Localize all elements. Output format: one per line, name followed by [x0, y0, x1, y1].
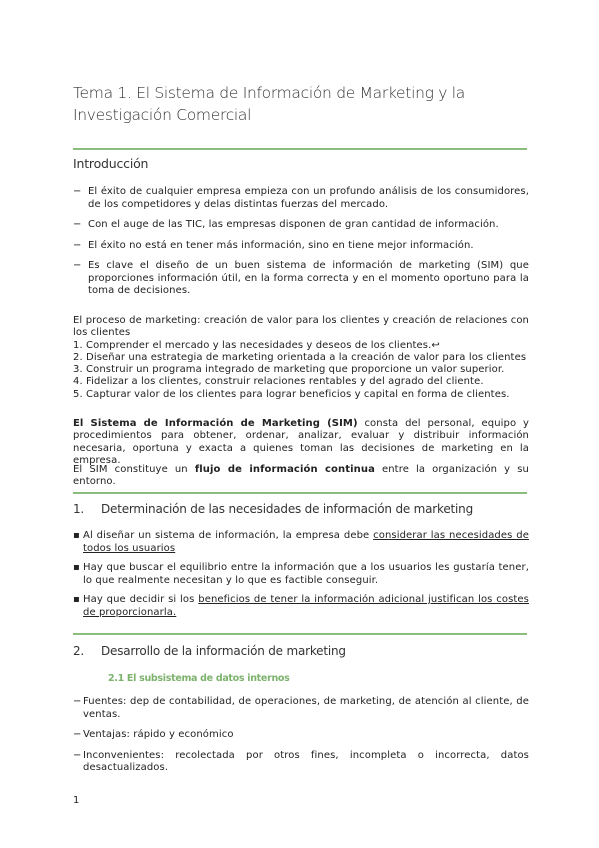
intro-heading: Introducción [73, 156, 149, 171]
list-item: − El éxito no está en tener más información, sino en tiene mejor información. [73, 239, 474, 251]
section-2-list [73, 696, 529, 783]
dash-marker: − [73, 239, 82, 251]
sim-definition: El Sistema de Información de Marketing (SIM) consta del personal, equipo y procedimientos para obtener, ordenar, analizar, evaluar y distribuir información necesaria, oportuna y exacta a quienes toman las decisiones de marketing en la empresa. [73, 418, 529, 466]
list-item: − El éxito de cualquier empresa empieza con un profundo análisis de los consumidores, de los competidores y delas distintas fuerzas del mercado. [73, 186, 529, 210]
section-1-heading: 1. Determinación de las necesidades de información de marketing [73, 502, 474, 516]
section-divider [73, 633, 527, 635]
process-step: 4. Fidelizar a los clientes, construir relaciones rentables y del agrado del cliente. [73, 376, 484, 388]
subsection-heading: 2.1 El subsistema de datos internos [108, 673, 290, 684]
dash-marker: − [73, 219, 82, 230]
intro-list [73, 186, 529, 306]
list-item: − Con el auge de las TIC, las empresas disponen de gran cantidad de información. [73, 219, 499, 230]
list-item: ▪ Hay que decidir si los beneficios de tener la información adicional justifican los costes de proporcionarla. [73, 594, 529, 618]
dash-marker: − [73, 186, 82, 197]
sim-term: El Sistema de Información de Marketing (SIM) [73, 418, 358, 429]
document-title: Tema 1. El Sistema de Información de Marketing y la Investigación Comercial [73, 84, 465, 124]
process-step: 2. Diseñar una estrategia de marketing orientada a la creación de valor para los clientes [73, 351, 527, 363]
process-step: 5. Capturar valor de los clientes para lograr beneficios y capital en forma de clientes. [73, 388, 510, 400]
square-bullet-icon: ▪ [73, 594, 80, 605]
flow-term: flujo de información continua [194, 464, 375, 475]
list-item: ▪ Hay que buscar el equilibrio entre la información que a los usuarios les gustaría tener, lo que realmente necesitan y lo que es factible conseguir. [73, 562, 529, 586]
section-divider [73, 148, 527, 150]
list-item: − Inconvenientes: recolectada por otros fines, incompleta o incorrecta, datos desactualizados. [73, 749, 529, 773]
list-item: − Es clave el diseño de un buen sistema de información de marketing (SIM) que proporciones información útil, en la forma correcta y en el momento oportuno para la toma de decisiones. [73, 260, 529, 296]
square-bullet-icon: ▪ [73, 562, 80, 573]
section-2-heading: 2. Desarrollo de la información de marketing [73, 644, 346, 658]
page-number: 1 [73, 795, 80, 806]
dash-marker: − [73, 260, 82, 271]
marketing-process [73, 315, 529, 401]
sim-flow: El SIM constituye un flujo de información continua entre la organización y su entorno. [73, 464, 529, 488]
process-lead: El proceso de marketing: creación de valor para los clientes y creación de relaciones con los clientes [73, 315, 529, 339]
dash-marker: − [73, 749, 82, 761]
list-item: ▪ Al diseñar un sistema de información, la empresa debe considerar las necesidades de todos los usuarios [73, 530, 529, 554]
section-divider [73, 492, 527, 494]
list-item: − Fuentes: dep de contabilidad, de operaciones, de marketing, de atención al cliente, de ventas. [73, 696, 529, 720]
list-item: − Ventajas: rápido y económico [73, 729, 234, 740]
dash-marker: − [73, 696, 82, 707]
process-step: 1. Comprender el mercado y las necesidades y deseos de los clientes.↩ [73, 339, 440, 351]
square-bullet-icon: ▪ [73, 530, 80, 541]
dash-marker: − [73, 729, 82, 740]
process-step: 3. Construir un programa integrado de marketing que proporcione un valor superior. [73, 364, 505, 376]
section-1-list [73, 530, 529, 626]
